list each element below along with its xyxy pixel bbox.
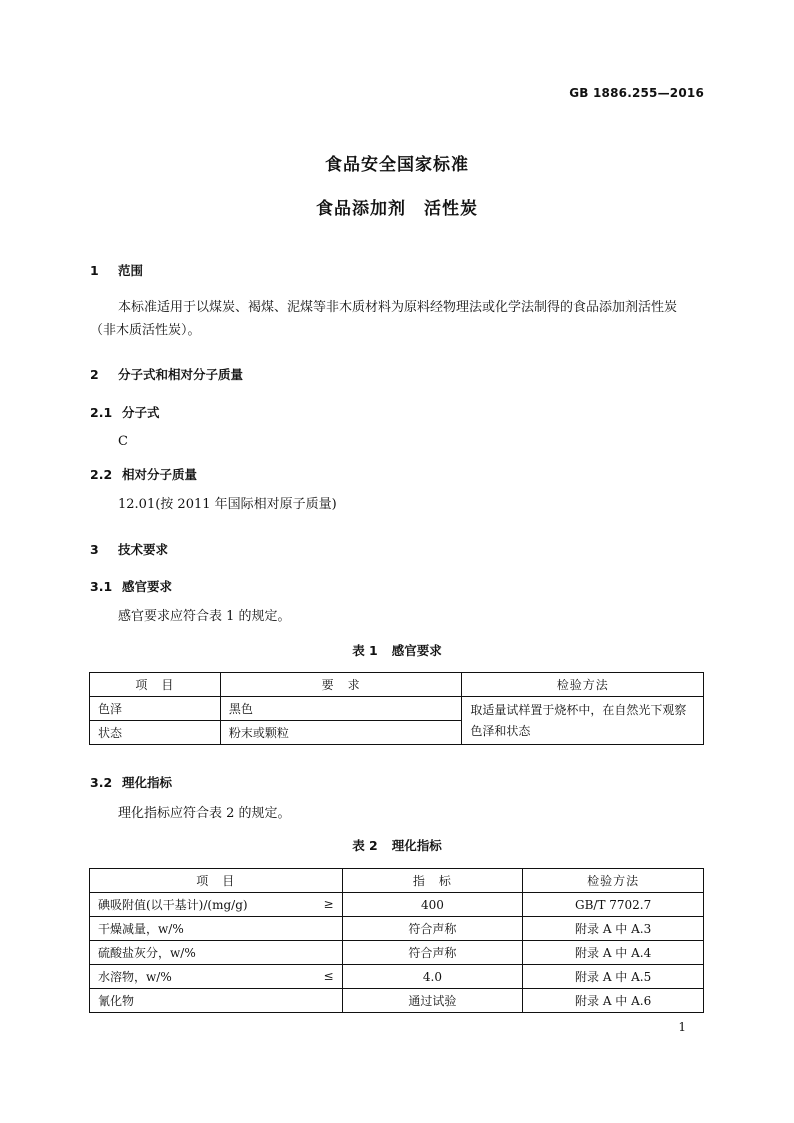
caption-title: 理化指标 [391,838,442,853]
table-cell-method: 附录 A 中 A.5 [523,965,704,989]
section-1-heading [90,261,143,279]
table-cell-requirement: 粉末或颗粒 [220,721,462,745]
document-title: 食品安全国家标准 [325,155,469,175]
table-row [90,989,704,1013]
table-header: 检验方法 [462,673,704,697]
table-cell-method: 取适量试样置于烧杯中，在自然光下观察色泽和状态 [462,697,704,745]
table-cell-value: 4.0 [342,965,523,989]
table-cell-requirement: 黑色 [220,697,462,721]
table-cell-item [90,965,343,989]
table-row [90,965,704,989]
section-number: 3 [90,542,99,557]
section-3-2-text: 理化指标应符合表 2 的规定。 [118,806,291,821]
table-1-sensory [89,672,704,745]
table-header: 项 目 [90,673,221,697]
table-header: 项 目 [90,869,343,893]
table-cell-item: 色泽 [90,697,221,721]
comparison-symbol: ≥ [323,897,334,911]
table-header: 要 求 [220,673,462,697]
table-cell-method: 附录 A 中 A.4 [523,941,704,965]
caption-number: 表 1 [352,643,378,658]
section-title: 分子式和相对分子质量 [118,367,244,382]
table-row [90,941,704,965]
table-header: 指 标 [342,869,523,893]
table-header: 检验方法 [523,869,704,893]
document-subtitle: 食品添加剂 活性炭 [316,199,478,219]
table-row [90,697,704,721]
table-2-caption [0,836,794,854]
item-label: 氰化物 [98,994,135,1008]
section-number: 2 [90,367,99,382]
section-title: 范围 [118,263,144,278]
section-title: 分子式 [122,405,160,420]
molecular-mass: 12.01(按 2011 年国际相对原子质量) [118,497,337,512]
item-label: 干燥减量，w/% [98,922,184,936]
table-2-physicochemical [89,868,704,1013]
section-title: 相对分子质量 [122,467,198,482]
section-3-1-heading [90,577,172,595]
table-cell-value: 400 [342,893,523,917]
comparison-symbol: ≤ [323,969,334,983]
section-3-2-heading [90,773,172,791]
section-3-1-text: 感官要求应符合表 1 的规定。 [118,609,291,624]
section-title: 感官要求 [122,579,173,594]
section-2-1-heading [90,403,160,421]
section-number: 2.1 [90,405,113,420]
table-cell-value: 符合声称 [342,917,523,941]
section-2-2-heading [90,465,197,483]
item-label: 硫酸盐灰分，w/% [98,946,196,960]
section-title: 理化指标 [122,775,173,790]
caption-number: 表 2 [352,838,378,853]
standard-number: GB 1886.255—2016 [569,86,704,100]
table-row [90,917,704,941]
section-3-heading [90,540,168,558]
section-number: 3.2 [90,775,113,790]
table-cell-method: 附录 A 中 A.6 [523,989,704,1013]
table-cell-method: 附录 A 中 A.3 [523,917,704,941]
table-cell-value: 符合声称 [342,941,523,965]
table-cell-item [90,989,343,1013]
section-number: 1 [90,263,99,278]
table-cell-value: 通过试验 [342,989,523,1013]
item-label: 碘吸附值(以干基计)/(mg/g) [98,898,248,912]
section-1-para-line2: （非木质活性炭）。 [90,323,201,338]
molecular-formula: C [118,434,128,449]
section-2-heading [90,365,243,383]
section-title: 技术要求 [118,542,169,557]
table-1-caption [0,641,794,659]
table-cell-item [90,941,343,965]
section-number: 3.1 [90,579,113,594]
table-row [90,893,704,917]
page-number: 1 [678,1020,686,1034]
table-cell-item [90,893,343,917]
table-cell-item: 状态 [90,721,221,745]
table-cell-item [90,917,343,941]
caption-title: 感官要求 [391,643,442,658]
item-label: 水溶物，w/% [98,970,172,984]
section-1-para-line1: 本标准适用于以煤炭、褐煤、泥煤等非木质材料为原料经物理法或化学法制得的食品添加剂活性炭 [118,300,678,315]
section-number: 2.2 [90,467,113,482]
table-cell-method: GB/T 7702.7 [523,893,704,917]
